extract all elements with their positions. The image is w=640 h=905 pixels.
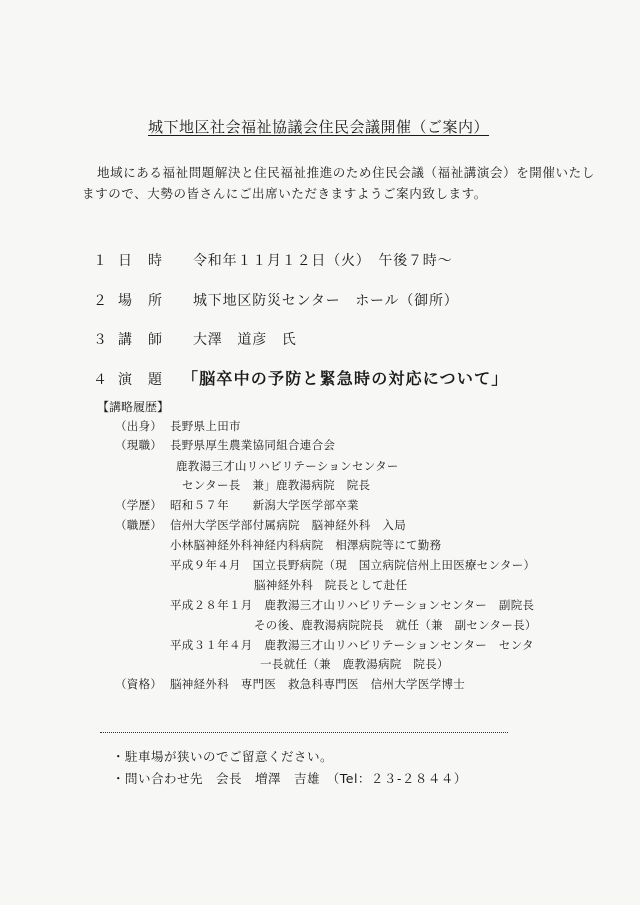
bio-career-line: 平成３１年４月 鹿教湯三才山リハビリテーションセンター センタ [170,638,534,652]
bio-tag-current: （現職） [115,438,163,452]
item-value-topic: 「脳卒中の予防と緊急時の対応について」 [182,369,509,388]
bio-tag-qualification: （資格） [115,677,163,691]
bio-career-line: 信州大学医学部付属病院 脳神経外科 入局 [170,518,406,532]
item-number: ２ [93,293,107,309]
bio-career-line: 平成２８年１月 鹿教湯三才山リハビリテーションセンター 副院長 [170,598,535,612]
bio-current-line: センター長 兼」鹿教湯病院 院長 [182,478,371,492]
bio-heading: 【講略履歴】 [97,400,170,414]
document-title: 城下地区社会福祉協議会住民会議開催（ご案内） [148,118,490,136]
bio-qualification: 脳神経外科 専門医 救急科専門医 信州大学医学博士 [170,677,465,691]
note-parking: ・駐車場が狭いのでご留意ください。 [112,749,334,764]
item-value-date: 令和年１１月１２日（火） 午後７時～ [193,253,453,269]
bio-career-line: 脳神経外科 院長として赴任 [254,578,408,592]
bio-education: 昭和５７年 新潟大学医学部卒業 [170,498,359,512]
item-value-lecturer: 大澤 道彦 氏 [193,332,297,348]
bio-career-line: 一長就任（兼 鹿教湯病院 院長） [260,657,449,671]
bio-career-line: 小林脳神経外科神経内科病院 相澤病院等にて勤務 [170,538,442,552]
bio-tag-education: （学歴） [115,498,163,512]
bio-career-line: その後、鹿教湯病院院長 就任（兼 副センター長） [254,618,537,632]
intro-line-1: 地域にある福祉問題解決と住民福祉推進のため住民会議（福祉講演会）を開催いたし [97,165,595,180]
dotted-divider [100,732,508,733]
item-number: ３ [93,332,107,348]
item-number: １ [93,253,107,269]
item-label-topic: 演題 [118,372,178,388]
item-number: ４ [93,372,107,388]
bio-tag-career: （職歴） [115,518,163,532]
item-label-date: 日時 [118,253,178,269]
bio-tag-birthplace: （出身） [115,419,163,433]
bio-current-line: 長野県厚生農業協同組合連合会 [170,438,336,452]
note-contact: ・問い合わせ先 会長 増澤 吉雄 （Tel：２３-２８４４） [112,771,467,786]
item-value-place: 城下地区防災センター ホール（御所） [193,293,459,309]
intro-line-2: ますので、大勢の皆さんにご出席いただきますようご案内致します。 [82,186,487,201]
item-label-lecturer: 講師 [118,332,178,348]
bio-career-line: 平成９年４月 国立長野病院（現 国立病院信州上田医療センター） [170,558,536,572]
bio-birthplace: 長野県上田市 [170,419,241,433]
item-label-place: 場所 [118,293,178,309]
bio-current-line: 鹿教湯三才山リハビリテーションセンター [176,459,399,473]
